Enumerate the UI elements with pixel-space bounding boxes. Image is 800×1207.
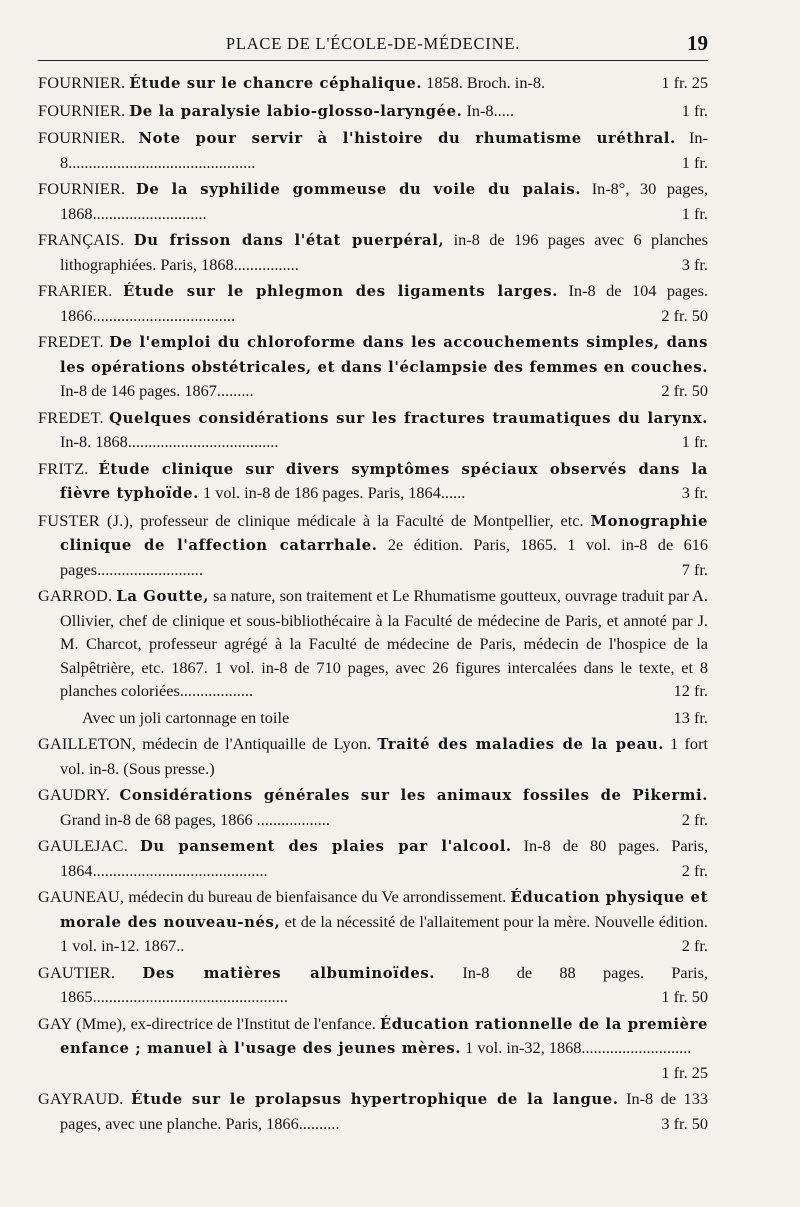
entry-details: In-8°, 30 pages, 1868............................ <box>60 179 708 223</box>
entry-price: 12 fr. <box>673 681 708 700</box>
entry-title: Éducation rationnelle de la première enfance ; manuel à l'usage des jeunes mères. <box>60 1015 708 1057</box>
entry-price: 1 fr. 25 <box>661 1062 708 1082</box>
catalogue-subentry <box>38 706 708 730</box>
entry-author: GAUDRY. <box>38 785 111 804</box>
entry-title: Quelques considérations sur les fractures traumatiques du larynx. <box>109 409 708 427</box>
page-number: 19 <box>687 31 708 55</box>
entry-details: In-8..... <box>466 100 514 120</box>
entry-author: GAILLETON, <box>38 734 137 753</box>
entry-details: 1 vol. in-32, 1868........................... <box>465 1038 692 1057</box>
entry-author-description: médecin de l'Antiquaille de Lyon. <box>142 734 372 753</box>
running-title: PLACE DE L'ÉCOLE-DE-MÉDECINE. <box>225 34 521 53</box>
catalogue-entry <box>38 99 708 124</box>
entry-price: 1 fr. <box>681 432 708 451</box>
entry-price: 2 fr. 50 <box>661 381 708 400</box>
entry-details: In-8 de 80 pages. Paris, 1864........................................... <box>60 836 709 880</box>
catalogue-page <box>38 30 708 1138</box>
entry-price: 1 fr. <box>681 203 708 223</box>
entry-author: FREDET. <box>38 332 104 351</box>
entry-title: Éducation physique et morale des nouveau-nés, <box>60 889 709 931</box>
catalogue-entry <box>38 783 708 831</box>
catalogue-entry <box>38 961 708 1009</box>
entry-author: FOURNIER. <box>38 73 126 92</box>
entry-title: De la syphilide gommeuse du voile du palais. <box>135 181 582 198</box>
catalogue-entry <box>38 457 708 506</box>
subentry-price: 13 fr. <box>673 707 708 727</box>
entry-author: GAUTIER. <box>38 962 116 982</box>
entry-author: FRITZ. <box>38 458 89 478</box>
entry-price: 2 fr. <box>681 860 708 880</box>
entry-price: 2 fr. <box>681 809 708 829</box>
entry-author: FREDET. <box>38 407 104 427</box>
catalogue-entry <box>38 1087 708 1135</box>
entry-author: GAULEJAC. <box>38 836 128 855</box>
entry-price: 1 fr. <box>681 152 708 172</box>
catalogue-entry <box>38 228 708 276</box>
entry-price: 2 fr. 50 <box>661 305 708 325</box>
catalogue-entry <box>38 732 708 780</box>
entry-title: Des matières albuminoïdes. <box>142 964 436 982</box>
catalogue-entry <box>38 177 708 225</box>
entry-author: FRANÇAIS. <box>38 230 125 249</box>
entry-price: 2 fr. <box>681 936 708 955</box>
entry-title: Étude sur le prolapsus hypertrophique de la langue. <box>131 1091 619 1108</box>
entry-price: 3 fr. <box>681 483 708 502</box>
entry-price: 7 fr. <box>681 559 708 579</box>
entry-author: FOURNIER. <box>38 100 126 120</box>
entry-details: In-8 de 104 pages. 1866................................... <box>60 281 709 325</box>
entry-title: Du pansement des plaies par l'alcool. <box>139 838 512 855</box>
entry-title: Du frisson dans l'état puerpéral, <box>133 232 445 249</box>
entry-price: 1 fr. 50 <box>661 987 708 1006</box>
entry-details: et de la nécessité de l'allaitement pour la mère. Nouvelle édition. 1 vol. in-12. 1867.. <box>60 911 708 955</box>
entry-title: Étude sur le phlegmon des ligaments larges. <box>122 283 558 300</box>
entry-list <box>38 71 708 1135</box>
entry-details: 1 fort vol. in-8. (Sous presse.) <box>60 734 709 778</box>
entry-title: Étude clinique sur divers symptômes spéciaux observés dans la fièvre typhoïde. <box>60 460 708 502</box>
entry-author: FRARIER. <box>38 281 113 300</box>
entry-details: 2e édition. Paris, 1865. 1 vol. in-8 de 616 pages.......................... <box>60 535 708 579</box>
entry-details: In-8 de 133 pages, avec une planche. Paris, 1866.......... <box>60 1089 708 1133</box>
entry-author: FOURNIER. <box>38 128 126 147</box>
entry-title: De la paralysie labio-glosso-laryngée. <box>129 102 463 120</box>
subentry-text: Avec un joli cartonnage en toile <box>82 707 290 727</box>
entry-details: Grand in-8 de 68 pages, 1866 .................. <box>60 809 330 829</box>
entry-author: GARROD. <box>38 586 113 605</box>
entry-author: FUSTER (J.), <box>38 510 134 530</box>
entry-title: La Goutte, <box>116 588 209 605</box>
entry-author: GAUNEAU, <box>38 887 125 906</box>
entry-details: 1858. Broch. in-8. <box>426 73 546 92</box>
entry-details: In-8.............................................. <box>60 128 708 172</box>
entry-details: In-8. 1868..................................... <box>60 432 279 451</box>
entry-details: In-8 de 146 pages. 1867......... <box>60 381 254 400</box>
entry-title: Étude sur le chancre céphalique. <box>129 75 423 92</box>
entry-title: Considérations générales sur les animaux fossiles de Pikermi. <box>119 787 708 804</box>
entry-author: GAYRAUD. <box>38 1089 124 1108</box>
entry-author-description: ex-directrice de l'Institut de l'enfance. <box>130 1013 376 1033</box>
entry-author-description: professeur de clinique médicale à la Faculté de Montpellier, etc. <box>140 510 584 530</box>
entry-title: Note pour servir à l'histoire du rhumatisme uréthral. <box>138 130 676 147</box>
catalogue-entry <box>38 126 708 174</box>
catalogue-entry <box>38 330 708 403</box>
catalogue-entry <box>38 279 708 327</box>
entry-title: Monographie clinique de l'affection catarrhale. <box>60 512 708 554</box>
entry-price: 1 fr. 25 <box>661 73 708 92</box>
catalogue-entry <box>38 406 708 454</box>
entry-author: GAY (Mme), <box>38 1013 127 1033</box>
catalogue-entry <box>38 584 708 703</box>
entry-details: In-8 de 88 pages. Paris, 1865................................................ <box>60 962 708 1006</box>
entry-author-description: médecin du bureau de bienfaisance du Ve arrondissement. <box>128 887 507 906</box>
catalogue-entry <box>38 834 708 882</box>
entry-price: 3 fr. <box>681 254 708 274</box>
entry-author: FOURNIER. <box>38 179 126 198</box>
catalogue-entry <box>38 885 708 958</box>
catalogue-entry <box>38 1012 708 1085</box>
entry-price: 1 fr. <box>681 100 708 120</box>
entry-title: Traité des maladies de la peau. <box>377 736 664 753</box>
entry-details: in-8 de 196 pages avec 6 planches lithographiées. Paris, 1868................ <box>60 230 708 274</box>
entry-price: 3 fr. 50 <box>661 1113 708 1133</box>
entry-details: 1 vol. in-8 de 186 pages. Paris, 1864...... <box>202 483 466 502</box>
catalogue-entry <box>38 71 708 96</box>
entry-details: sa nature, son traitement et Le Rhumatisme goutteux, ouvrage traduit par A. Ollivier, chef de clinique et sous-bibliothécaire à la Faculté de médecine de Paris, et annoté par J. M. Charcot, professeur agrégé à la Faculté de médecine de Paris, médecin de l'hospice de la Salpêtrière, etc. 1867. 1 vol. in-8 de 710 pages, avec 26 figures intercalées dans le texte, et 8 planches coloriées.................. <box>60 586 708 700</box>
entry-title: De l'emploi du chloroforme dans les accouchements simples, dans les opérations obstétricales, et dans l'éclampsie des femmes en couches. <box>60 334 709 376</box>
page-header <box>38 30 708 61</box>
catalogue-entry <box>38 509 708 582</box>
